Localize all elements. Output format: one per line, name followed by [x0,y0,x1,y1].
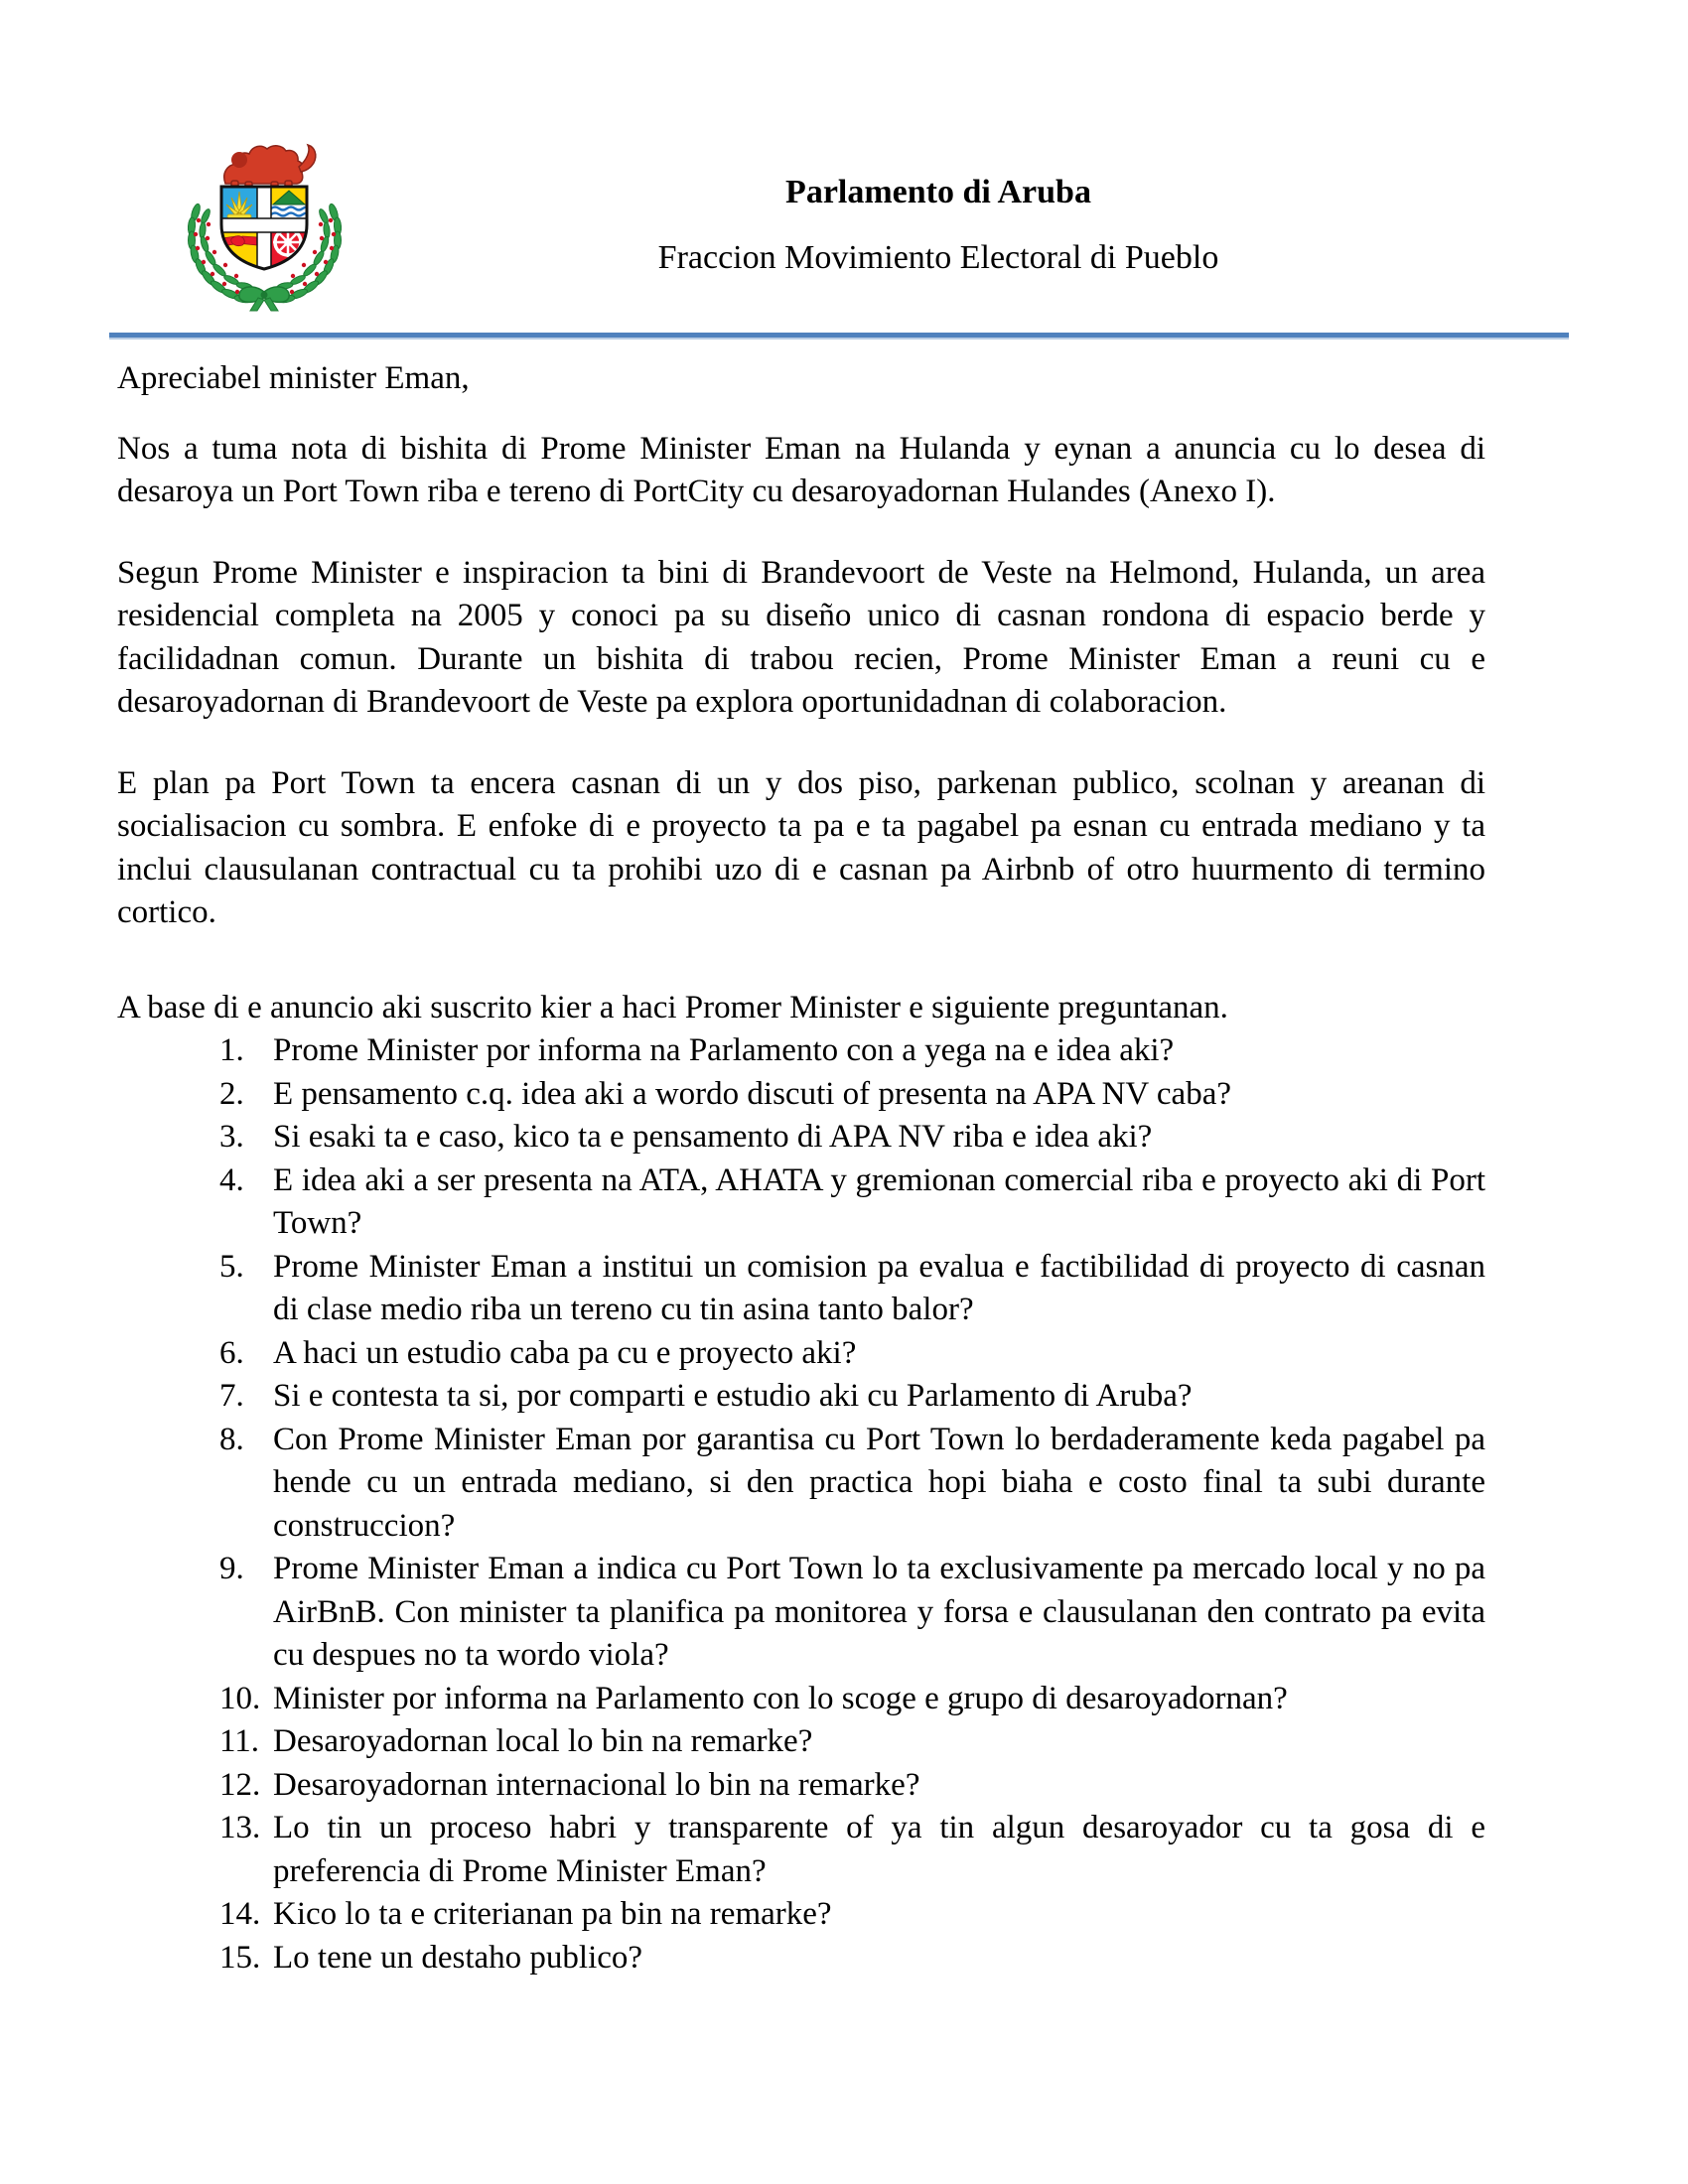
question-item: Prome Minister Eman a institui un comision pa evalua e factibilidad di proyecto di casnan di clase medio riba un tereno cu tin asina tanto balor? [273,1248,1485,1327]
question-item: Kico lo ta e criterianan pa bin na remarke? [273,1896,832,1932]
question-item: Lo tin un proceso habri y transparente of ya tin algun desaroyador cu ta gosa di e preferencia di Prome Minister Eman? [273,1810,1485,1889]
letterhead [308,171,1569,279]
question-item: Prome Minister Eman a indica cu Port Town lo ta exclusivamente pa mercado local y no pa AirBnB. Con minister ta planifica pa monitorea y forsa e clausulanan den contrato pa evita cu despues no ta wordo viola? [273,1551,1485,1673]
salutation: Apreciabel minister Eman, [117,360,470,396]
question-item: Si e contesta ta si, por comparti e estudio aki cu Parlamento di Aruba? [273,1378,1193,1414]
page-title: Parlamento di Aruba [785,174,1091,210]
questions-intro: A base di e anuncio aki suscrito kier a haci Promer Minister e siguiente preguntanan. [117,989,1228,1025]
page-subtitle: Fraccion Movimiento Electoral di Pueblo [657,239,1219,276]
paragraph-3: E plan pa Port Town ta encera casnan di un y dos piso, parkenan publico, scolnan y areanan di socialisacion cu sombra. E enfoke di e proyecto ta pa e ta pagabel pa esnan cu entrada mediano y ta inclui clausulanan contractual cu ta prohibi uzo di e casnan pa Airbnb of otro huurmento di termino cortico. [117,764,1485,930]
question-item: E pensamento c.q. idea aki a wordo discuti of presenta na APA NV caba? [273,1075,1231,1112]
question-item: Prome Minister por informa na Parlamento con a yega na e idea aki? [273,1032,1175,1068]
question-item: E idea aki a ser presenta na ATA, AHATA y gremionan comercial riba e proyecto aki di Port Town? [273,1161,1485,1241]
question-item: Con Prome Minister Eman por garantisa cu Port Town lo berdaderamente keda pagabel pa hende cu un entrada mediano, si den practica hopi biaha e costo final ta subi durante construccion? [273,1421,1485,1544]
question-item: A haci un estudio caba pa cu e proyecto aki? [273,1334,857,1371]
question-item: Desaroyadornan internacional lo bin na remarke? [273,1766,920,1803]
paragraph-2: Segun Prome Minister e inspiracion ta bini di Brandevoort de Veste na Helmond, Hulanda, un area residencial completa na 2005 y conoci pa su diseño unico di casnan rondona di espacio berde y facilidadnan comun. Durante un bishita di trabou recien, Prome Minister Eman a reuni cu e desaroyadornan di Brandevoort de Veste pa explora oportunidadnan di colaboracion. [117,554,1485,720]
letter-body [117,357,1485,1979]
paragraph-1: Nos a tuma nota di bishita di Prome Minister Eman na Hulanda y eynan a anuncia cu lo desea di desaroya un Port Town riba e tereno di PortCity cu desaroyadornan Hulandes (Anexo I). [117,430,1485,509]
header-divider [109,333,1569,340]
question-item: Desaroyadornan local lo bin na remarke? [273,1723,813,1759]
question-item: Lo tene un destaho publico? [273,1939,643,1976]
questions-list [117,1029,1485,1979]
question-item: Minister por informa na Parlamento con lo scoge e grupo di desaroyadornan? [273,1680,1288,1716]
question-item: Si esaki ta e caso, kico ta e pensamento di APA NV riba e idea aki? [273,1119,1153,1155]
